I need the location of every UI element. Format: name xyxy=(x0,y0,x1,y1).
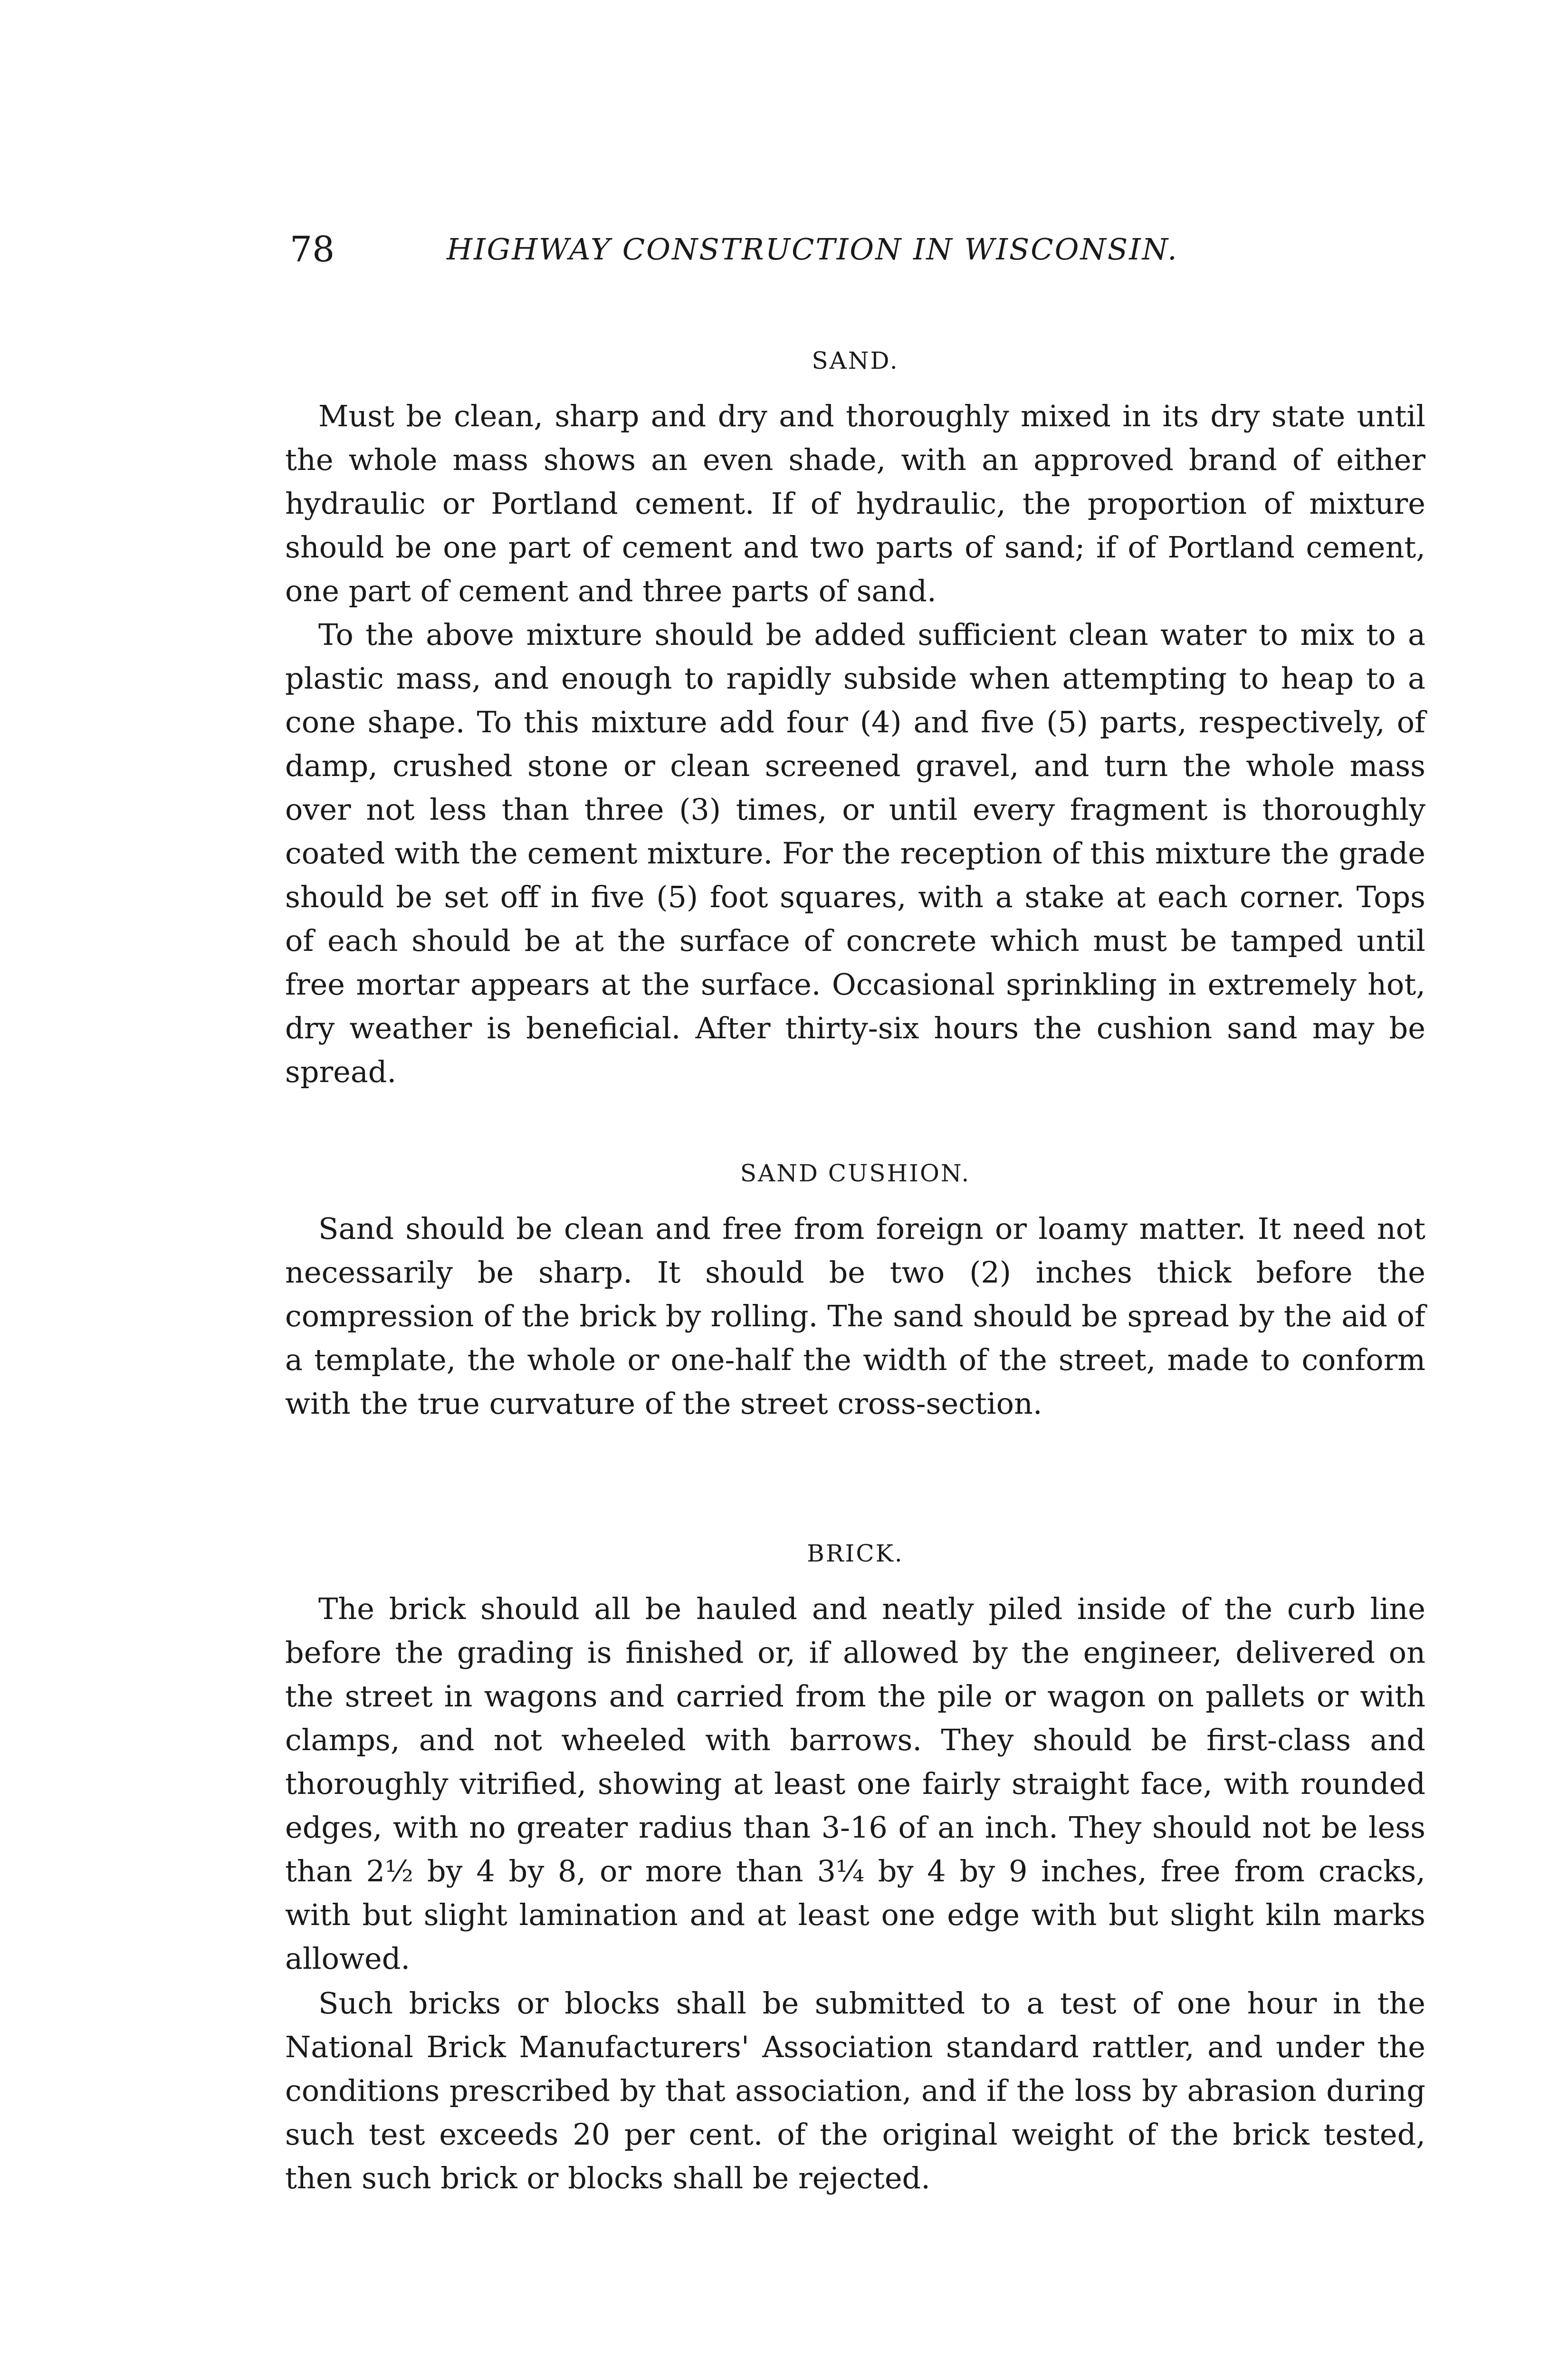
page-number: 78 xyxy=(290,229,335,270)
section-heading-sand: SAND. xyxy=(812,347,899,374)
page-header xyxy=(290,223,1292,276)
paragraph-sand-2: To the above mixture should be added sufficient clean water to mix to a plastic mass, and enough to rapidly subside when attempting to heap to a cone shape. To this mixture add four (4) and five (5) parts, respectively, of damp, crushed stone or clean screened gravel, and turn the whole mass over not less than three (3) times, or until every fragment is thoroughly coated with the cement mixture. For the reception of this mixture the grade should be set off in five (5) foot squares, with a stake at each corner. Tops of each should be at the surface of concrete which must be tamped until free mortar appears at the surface. Occasional sprinkling in extremely hot, dry weather is beneficial. After thirty-six hours the cushion sand may be spread. xyxy=(285,617,1425,1089)
paragraph-sand-1: Must be clean, sharp and dry and thoroughly mixed in its dry state until the whole mass shows an even shade, with an approved brand of either hydraulic or Portland cement. If of hydraulic, the proportion of mixture should be one part of cement and two parts of sand; if of Portland cement, one part of cement and three parts of sand. xyxy=(285,399,1425,608)
running-title: HIGHWAY CONSTRUCTION IN WISCONSIN. xyxy=(447,232,1178,267)
paragraph-brick-1: The brick should all be hauled and neatly piled inside of the curb line before the grading is finished or, if allowed by the engineer, delivered on the street in wagons and carried from the pile or wagon on pallets or with clamps, and not wheeled with barrows. They should be first-class and thoroughly vitrified, showing at least one fairly straight face, with rounded edges, with no greater radius than 3-16 of an inch. They should not be less than 2½ by 4 by 8, or more than 3¼ by 4 by 9 inches, free from cracks, with but slight lamination and at least one edge with but slight kiln marks allowed. xyxy=(285,1591,1425,1976)
section-heading-brick: BRICK. xyxy=(807,1540,904,1567)
section-heading-sand-cushion: SAND CUSHION. xyxy=(740,1159,971,1187)
paragraph-brick-2: Such bricks or blocks shall be submitted to a test of one hour in the National Brick Manufacturers' Association standard rattler, and under the conditions prescribed by that association, and if the loss by abrasion during such test exceeds 20 per cent. of the original weight of the brick tested, then such brick or blocks shall be rejected. xyxy=(285,1986,1425,2195)
paragraph-sand-cushion-1: Sand should be clean and free from foreign or loamy matter. It need not necessarily be sharp. It should be two (2) inches thick before the compression of the brick by rolling. The sand should be spread by the aid of a template, the whole or one-half the width of the street, made to conform with the true curvature of the street cross-section. xyxy=(285,1211,1425,1421)
